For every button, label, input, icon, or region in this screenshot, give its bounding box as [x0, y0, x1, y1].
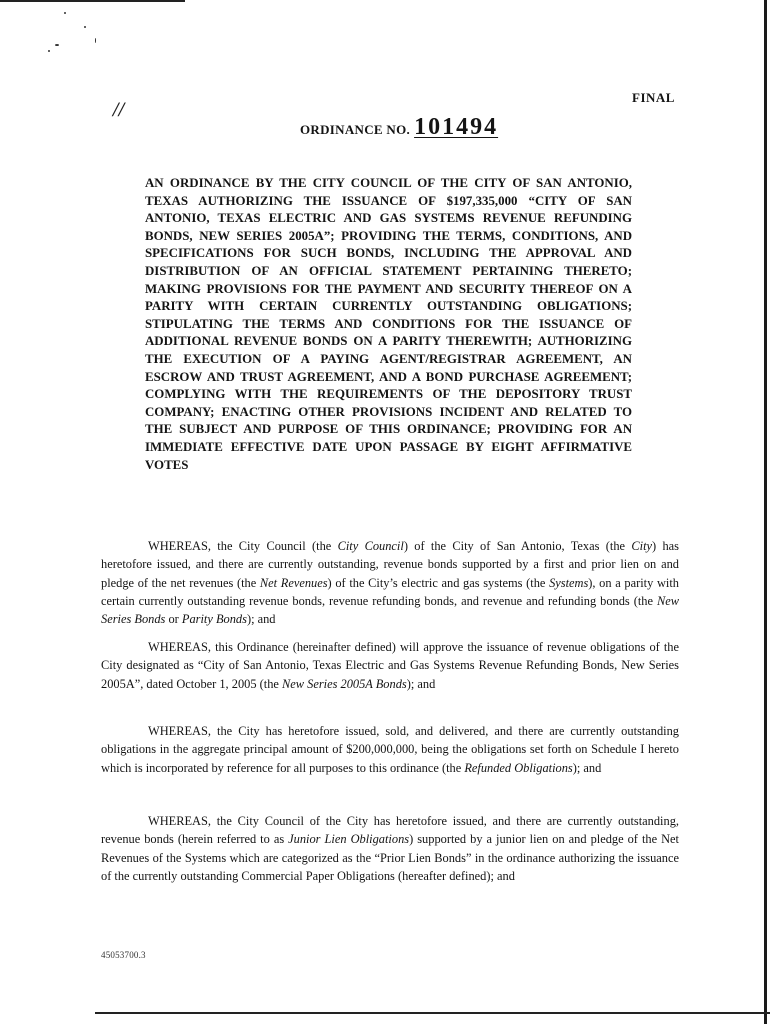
- defined-term: New Series 2005A Bonds: [282, 676, 407, 691]
- handwritten-mark: //: [113, 100, 125, 120]
- defined-term: Parity Bonds: [181, 612, 247, 627]
- ordinance-label: ORDINANCE NO.: [300, 122, 411, 137]
- paragraph-text: ) of the City of San Antonio, Texas (the: [403, 539, 632, 553]
- final-stamp: FINAL: [632, 90, 675, 105]
- paragraph-text: or: [165, 612, 182, 627]
- paragraph-text: WHEREAS, the City has heretofore issued, sold, and delivered, and there are currently outstanding obligations in the aggregate principal amount of $200,000,000, being the obligations set forth on Schedule I hereto which is incorporated by reference for all purposes to this ordinance (the: [101, 724, 679, 775]
- whereas-paragraph-3: [101, 722, 679, 777]
- defined-term: Junior Lien Obligations: [288, 832, 410, 847]
- paragraph-text: ) of the City’s electric and gas systems (the: [327, 575, 550, 590]
- speck: [84, 26, 86, 28]
- scan-edge-top: [0, 0, 185, 2]
- paragraph-text: WHEREAS, the City Council of the City has heretofore issued, and there are currently outstanding, revenue bonds (herein referred to as: [101, 814, 679, 847]
- paragraph-text: ); and: [572, 760, 602, 775]
- defined-term: New Series Bonds: [101, 593, 679, 627]
- paragraph-text: ); and: [246, 612, 276, 627]
- paragraph-text: ); and: [406, 676, 436, 691]
- ordinance-number: 101494: [414, 114, 499, 140]
- speck: [64, 12, 66, 14]
- ordinance-caption: AN ORDINANCE BY THE CITY COUNCIL OF THE CITY OF SAN ANTONIO, TEXAS AUTHORIZING THE ISSUANCE OF $197,335,000 “CITY OF SAN ANTONIO, TEXAS ELECTRIC AND GAS SYSTEMS REVENUE REFUNDING BONDS, NEW SERIES 2005A”; PROVIDING THE TERMS, CONDITIONS, AND SPECIFICATIONS FOR SUCH BONDS, INCLUDING THE APPROVAL AND DISTRIBUTION OF AN OFFICIAL STATEMENT PERTAINING THERETO; MAKING PROVISIONS FOR THE PAYMENT AND SECURITY THEREOF ON A PARITY WITH CERTAIN CURRENTLY OUTSTANDING OBLIGATIONS; STIPULATING THE TERMS AND CONDITIONS FOR THE ISSUANCE OF ADDITIONAL REVENUE BONDS ON A PARITY THEREWITH; AUTHORIZING THE EXECUTION OF A PAYING AGENT/REGISTRAR AGREEMENT, AN ESCROW AND TRUST AGREEMENT, AND A BOND PURCHASE AGREEMENT; COMPLYING WITH THE REQUIREMENTS OF THE DEPOSITORY TRUST COMPANY; ENACTING OTHER PROVISIONS INCIDENT AND RELATED TO THE SUBJECT AND PURPOSE OF THIS ORDINANCE; PROVIDING FOR AN IMMEDIATE EFFECTIVE DATE UPON PASSAGE BY EIGHT AFFIRMATIVE VOTES: [145, 176, 632, 472]
- speck: [48, 50, 50, 52]
- paragraph-text: ) has heretofore issued, and there are currently outstanding, revenue bonds supported by a first and prior lien on and pledge of the net revenues (the: [101, 539, 679, 590]
- ordinance-heading: [300, 114, 498, 141]
- scan-edge-right: [764, 0, 767, 1024]
- speck: [95, 38, 96, 43]
- paragraph-text: WHEREAS, this Ordinance (hereinafter defined) will approve the issuance of revenue obligations of the City designated as “City of San Antonio, Texas Electric and Gas Systems Revenue Refunding Bonds, New Series 2005A”, dated October 1, 2005 (the: [101, 640, 679, 691]
- defined-term: Net Revenues: [259, 575, 328, 590]
- whereas-paragraph-1: [101, 537, 679, 628]
- defined-term: Systems: [549, 575, 589, 590]
- paragraph-text: ), on a parity with certain currently outstanding revenue bonds, revenue refunding bonds, and revenue and refunding bonds (the: [101, 575, 679, 608]
- scan-edge-bottom: [95, 1012, 770, 1014]
- paragraph-text: ) supported by a junior lien on and pledge of the Net Revenues of the Systems which are categorized as the “Prior Lien Bonds” in the ordinance authorizing the issuance of the currently outstanding Commercial Paper Obligations (hereafter defined); and: [101, 832, 679, 883]
- defined-term: Refunded Obligations: [464, 760, 573, 775]
- whereas-paragraph-4: [101, 812, 679, 885]
- defined-term: City: [631, 539, 653, 553]
- defined-term: City Council: [337, 539, 404, 553]
- speck: [55, 44, 59, 46]
- document-id: 45053700.3: [101, 950, 146, 960]
- paragraph-text: WHEREAS, the City Council (the: [148, 539, 338, 553]
- whereas-paragraph-2: [101, 638, 679, 693]
